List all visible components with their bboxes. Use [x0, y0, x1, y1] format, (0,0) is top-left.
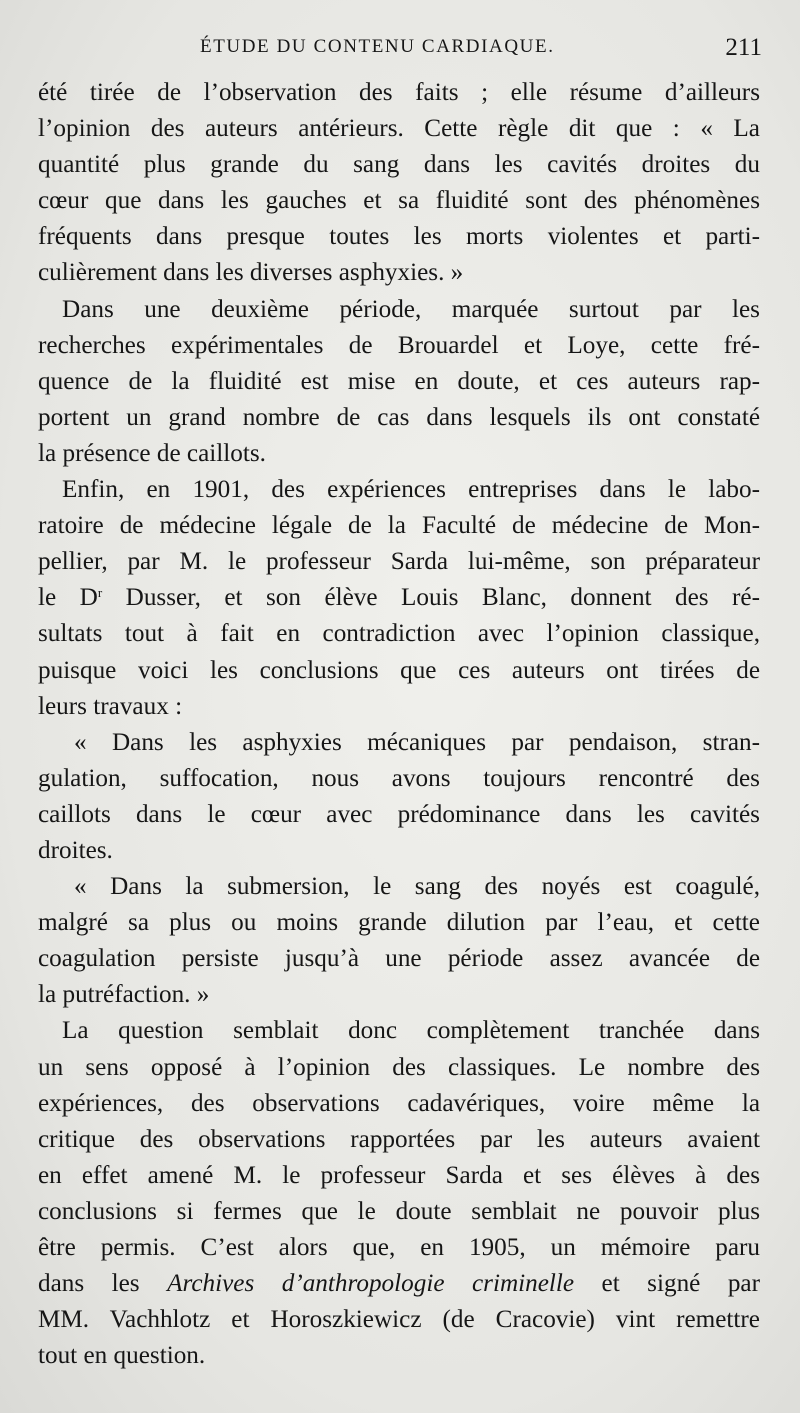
text-line: fréquents dans presque toutes les morts violentes et parti-	[38, 223, 760, 251]
text-line: Enfin, en 1901, des expériences entreprises dans le labo-	[62, 476, 760, 504]
text-line	[38, 1266, 760, 1302]
journal-title: Archives d’anthropologie criminelle	[167, 1270, 575, 1298]
text-segment: le D	[38, 584, 98, 612]
text-segment: dans les	[38, 1270, 168, 1298]
text-line: ratoire de médecine légale de la Faculté de médecine de Mon-	[38, 512, 760, 540]
text-line: pellier, par M. le professeur Sarda lui-même, son préparateur	[38, 548, 760, 576]
text-line	[38, 580, 760, 616]
text-line: caillots dans le cœur avec prédominance dans les cavités	[38, 800, 760, 828]
text-line: la putréfaction. »	[38, 981, 210, 1009]
text-line: quence de la fluidité est mise en doute, et ces auteurs rap-	[38, 367, 760, 395]
text-line: Dans une deuxième période, marquée surtout par les	[62, 295, 760, 323]
text-line: un sens opposé à l’opinion des classiques. Le nombre des	[38, 1053, 760, 1081]
text-line: tout en question.	[38, 1342, 206, 1370]
running-title: ÉTUDE DU CONTENU CARDIAQUE.	[200, 36, 555, 57]
text-line: droites.	[38, 836, 113, 864]
text-line: puisque voici les conclusions que ces auteurs ont tirées de	[38, 656, 760, 684]
text-line: « Dans la submersion, le sang des noyés est coagulé,	[74, 873, 760, 901]
body-text	[38, 75, 760, 1374]
text-line: gulation, suffocation, nous avons toujours rencontré des	[38, 764, 760, 792]
text-line: l’opinion des auteurs antérieurs. Cette règle dit que : « La	[38, 115, 760, 143]
page-number: 211	[725, 34, 762, 61]
text-line: malgré sa plus ou moins grande dilution par l’eau, et cette	[38, 909, 760, 937]
text-line: été tirée de l’observation des faits ; elle résume d’ailleurs	[38, 79, 760, 106]
text-line: sultats tout à fait en contradiction avec l’opinion classique,	[38, 620, 760, 648]
text-line: la présence de caillots.	[38, 439, 266, 467]
running-head	[40, 34, 770, 64]
superscript: r	[97, 585, 103, 601]
text-line: cœur que dans les gauches et sa fluidité sont des phénomènes	[38, 187, 760, 215]
text-line: leurs travaux :	[38, 692, 183, 720]
text-line: recherches expérimentales de Brouardel et Loye, cette fré-	[38, 331, 760, 359]
text-line: critique des observations rapportées par les auteurs avaient	[38, 1125, 760, 1153]
text-line: MM. Vachhlotz et Horoszkiewicz (de Cracovie) vint remettre	[38, 1306, 760, 1334]
text-line: être permis. C’est alors que, en 1905, un mémoire paru	[38, 1234, 760, 1261]
text-line: expériences, des observations cadavériques, voire même la	[38, 1089, 760, 1117]
text-segment: Dusser, et son élève Louis Blanc, donnent des ré-	[102, 584, 760, 612]
text-line: en effet amené M. le professeur Sarda et ses élèves à des	[38, 1161, 760, 1189]
text-line: conclusions si fermes que le doute semblait ne pouvoir plus	[38, 1197, 760, 1225]
text-line: culièrement dans les diverses asphyxies. »	[38, 259, 464, 287]
text-line: « Dans les asphyxies mécaniques par pendaison, stran-	[74, 728, 760, 756]
text-segment: et signé par	[574, 1270, 760, 1298]
text-line: quantité plus grande du sang dans les cavités droites du	[38, 151, 760, 179]
text-line: coagulation persiste jusqu’à une période assez avancée de	[38, 945, 760, 973]
text-line: La question semblait donc complètement tranchée dans	[62, 1017, 760, 1045]
text-line: portent un grand nombre de cas dans lesquels ils ont constaté	[38, 403, 760, 431]
